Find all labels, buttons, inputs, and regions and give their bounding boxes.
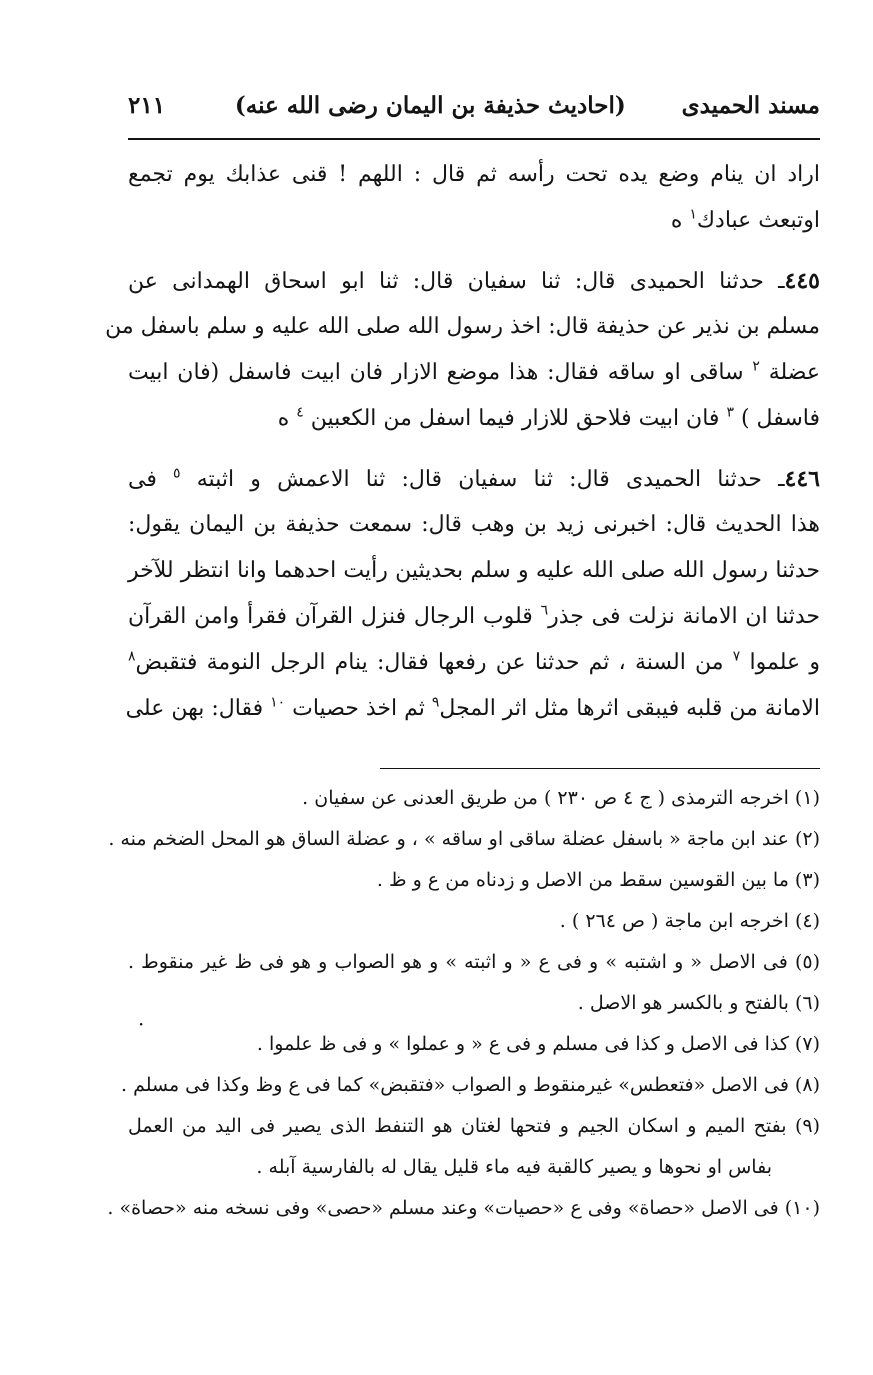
page-number: ٢١١ bbox=[128, 91, 166, 119]
text-span: فاسفل ) bbox=[740, 406, 820, 431]
text-span: فى bbox=[128, 467, 157, 492]
footnote-ref: ١٠ bbox=[270, 694, 286, 711]
footnote-ref: ٤ bbox=[296, 404, 304, 421]
footnote-5: (٥) فى الاصل « و اشتبه » و فى ع « و اثبته » و هو الصواب و هو فى ظ غير منقوط . bbox=[128, 951, 820, 973]
footnote-ref: ٦ bbox=[540, 602, 549, 619]
text-span: حدثنا ان الامانة نزلت فى جذر bbox=[548, 604, 820, 629]
running-header bbox=[128, 80, 820, 130]
main-text bbox=[105, 152, 820, 732]
footnote-ref: ٣ bbox=[726, 404, 734, 421]
text-span: من السنة ، ثم حدثنا عن رفعها فقال: ينام الرجل النومة فتقبض bbox=[135, 650, 724, 675]
text-span: ـ حدثنا الحميدى قال: ثنا سفيان قال: ثنا ابو اسحاق الهمدانى عن bbox=[128, 269, 785, 294]
text-line: حدثنا رسول الله صلى الله عليه و سلم بحديثين رأيت احدهما وانا انتظر للآخر bbox=[128, 558, 820, 583]
hadith-number: ٤٤٦ bbox=[784, 466, 820, 492]
paragraph-gap bbox=[128, 442, 820, 456]
text-line: اراد ان ينام وضع يده تحت رأسه ثم قال : اللهم ! قنى عذابك يوم تجمع bbox=[128, 162, 820, 187]
footnote-3: (٣) ما بين القوسين سقط من الاصل و زدناه من ع و ظ . bbox=[376, 869, 820, 891]
text-line: هذا الحديث قال: اخبرنى زيد بن وهب قال: سمعت حذيفة بن اليمان يقول: bbox=[128, 512, 820, 537]
footnote-2: (٢) عند ابن ماجة « باسفل عضلة ساقى او ساقه » ، و عضلة الساق هو المحل الضخم منه . bbox=[108, 828, 820, 850]
text-span: ـ حدثنا الحميدى قال: ثنا سفيان قال: ثنا الاعمش و اثبته bbox=[196, 467, 785, 492]
footnote-ref: ٥ bbox=[173, 465, 181, 482]
footnote-ref: ٢ bbox=[752, 358, 760, 375]
footnote-7: (٧) كذا فى الاصل و كذا فى مسلم و فى ع « و عملوا » و فى ظ علموا . bbox=[256, 1033, 820, 1055]
paragraph-gap bbox=[128, 244, 820, 258]
footnote-10: (١٠) فى الاصل «حصاة» وفى ع «حصيات» وعند مسلم «حصى» وفى نسخه منه «حصاة» . bbox=[107, 1197, 820, 1219]
chapter-subtitle: (احاديث حذيفة بن اليمان رضى الله عنه) bbox=[234, 91, 626, 119]
text-span: فان ابيت فلاحق للازار فيما اسفل من الكعبين bbox=[310, 406, 720, 431]
text-span: عضلة bbox=[768, 360, 820, 385]
footnote-6: (٦) بالفتح و بالكسر هو الاصل . bbox=[577, 992, 820, 1014]
footnote-ref: ١ bbox=[689, 206, 697, 223]
text-line bbox=[128, 640, 820, 686]
stray-dot: · bbox=[138, 1012, 145, 1036]
hadith-number: ٤٤٥ bbox=[784, 268, 820, 294]
text-line bbox=[128, 198, 820, 244]
text-line bbox=[128, 396, 820, 442]
text-line bbox=[125, 686, 820, 732]
text-line bbox=[128, 350, 820, 396]
text-span: و علموا bbox=[749, 650, 820, 675]
footnotes bbox=[107, 778, 820, 1229]
hadith-line bbox=[128, 258, 820, 304]
footnote-1: (١) اخرجه الترمذى ( ج ٤ ص ٢٣٠ ) من طريق العدنى عن سفيان . bbox=[302, 787, 820, 809]
footnote-8: (٨) فى الاصل «فتعطس» غيرمنقوط و الصواب «فتقبض» كما فى ع وظ وكذا فى مسلم . bbox=[120, 1074, 820, 1096]
text-span: قلوب الرجال فنزل القرآن فقرأ وامن القرآن bbox=[128, 604, 533, 629]
text-line bbox=[128, 594, 820, 640]
end-mark: ه bbox=[670, 208, 683, 233]
footnote-4: (٤) اخرجه ابن ماجة ( ص ٢٦٤ ) . bbox=[559, 910, 820, 932]
footnote-9-continued: بفاس او نحوها و يصير كالقبة فيه ماء قليل يقال له بالفارسية آبله . bbox=[256, 1156, 772, 1178]
text-span: ساقى او ساقه فقال: هذا موضع الازار فان ابيت فاسفل (فان ابيت bbox=[128, 360, 744, 385]
end-mark: ه bbox=[277, 406, 290, 431]
footnote-ref: ٧ bbox=[732, 648, 741, 665]
text-span: فقال: بهن على bbox=[125, 696, 264, 721]
book-title: مسند الحميدى bbox=[681, 91, 820, 119]
text-span: اوتبعث عبادك bbox=[696, 208, 820, 233]
text-span: ثم اخذ حصيات bbox=[292, 696, 425, 721]
hadith-line bbox=[128, 456, 820, 502]
footnote-9: (٩) بفتح الميم و اسكان الجيم و فتحها لغتان هو التنفط الذى يصير فى اليد من العمل bbox=[128, 1115, 820, 1137]
header-rule bbox=[128, 138, 820, 140]
footnote-ref: ٨ bbox=[128, 648, 136, 665]
text-span: الامانة من قلبه فيبقى اثرها مثل اثر المجل bbox=[439, 696, 820, 721]
text-line: مسلم بن نذير عن حذيفة قال: اخذ رسول الله صلى الله عليه و سلم باسفل من bbox=[105, 314, 820, 339]
footnote-ref: ٩ bbox=[431, 694, 440, 711]
footnote-rule bbox=[380, 768, 820, 769]
